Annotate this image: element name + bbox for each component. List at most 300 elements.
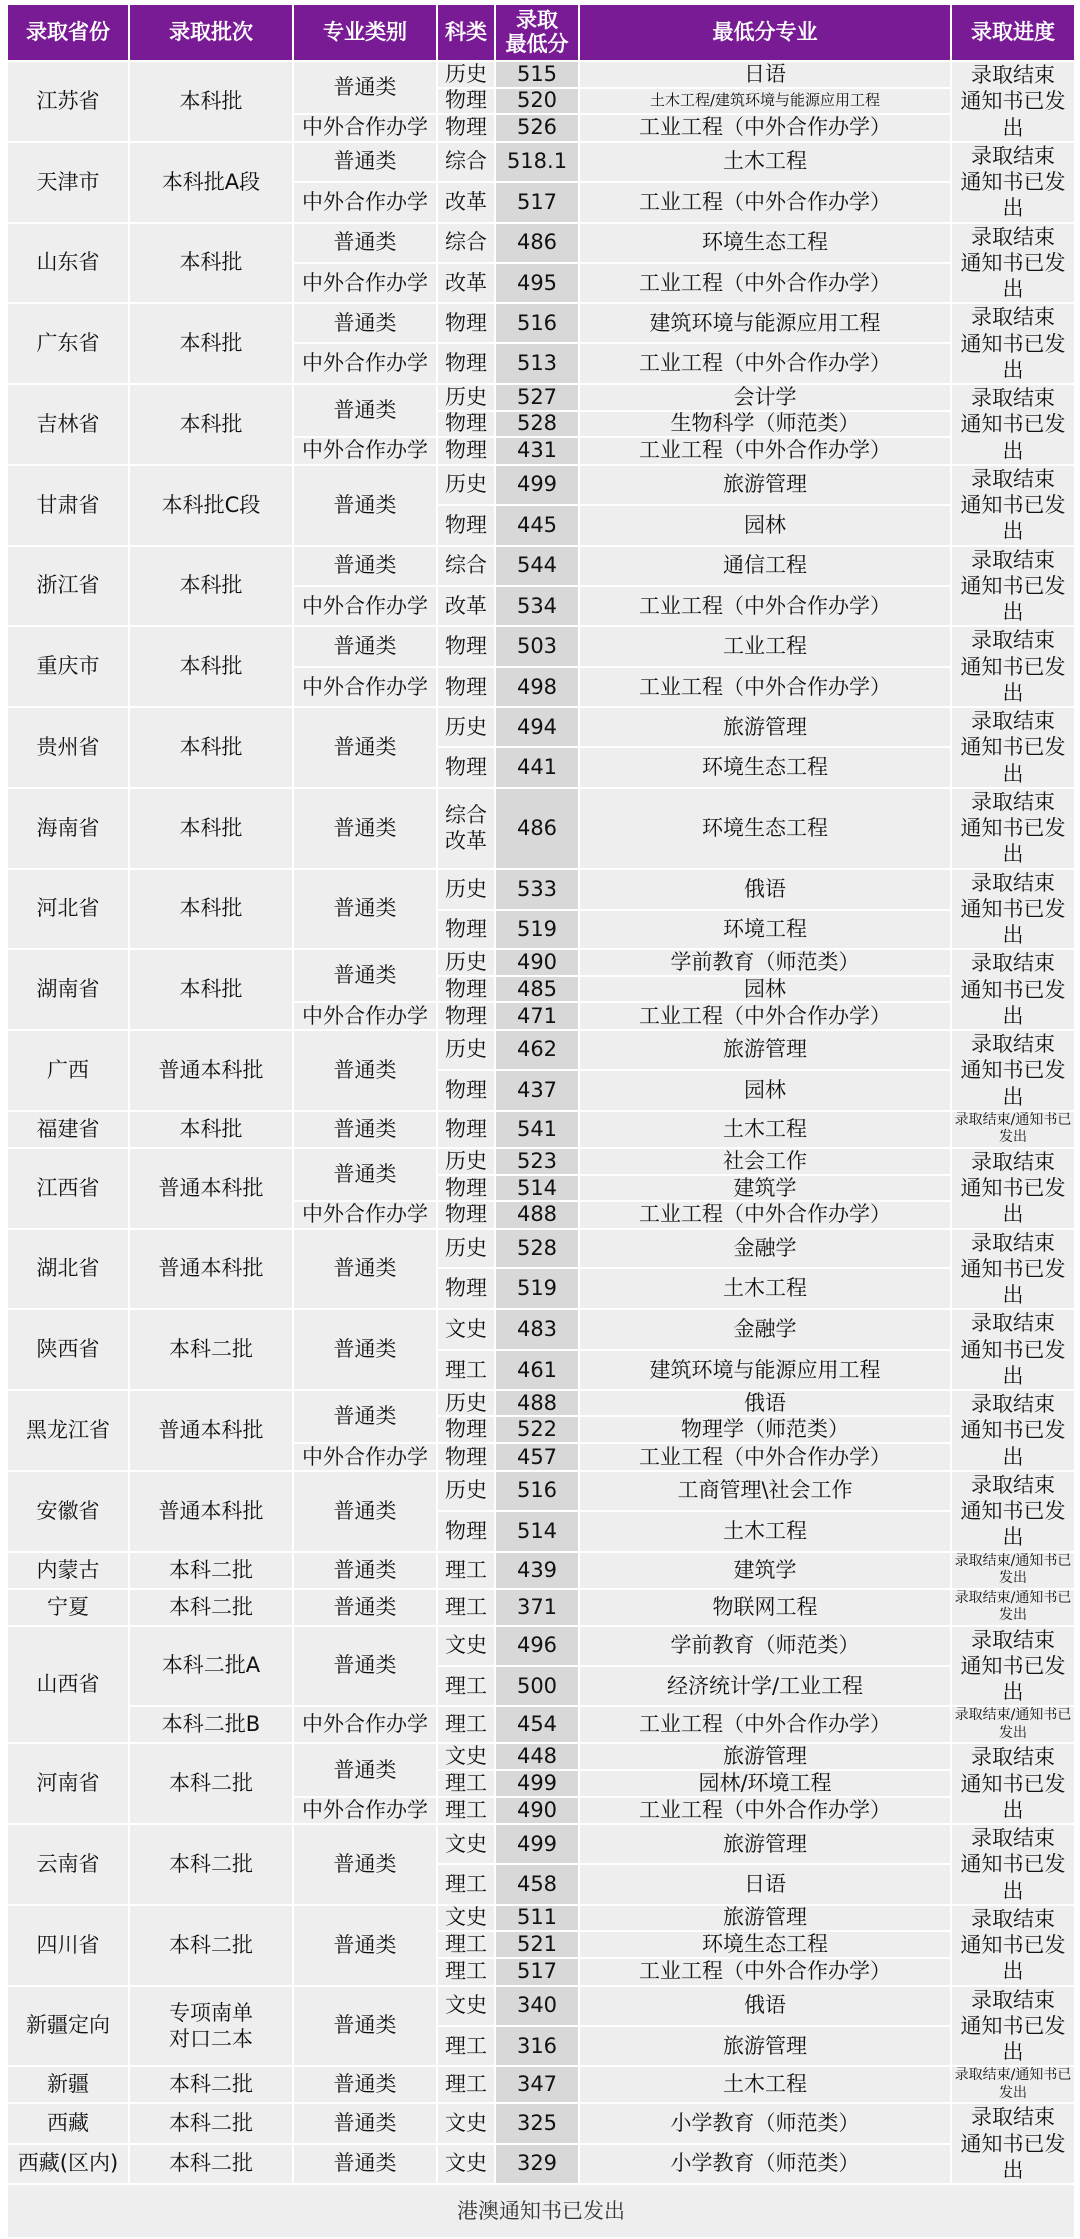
cell-category: 普通类 [293,1030,437,1111]
cell-score: 437 [495,1070,579,1111]
cell-category: 中外合作办学 [293,1443,437,1470]
cell-major: 旅游管理 [579,707,951,747]
cell-category: 中外合作办学 [293,437,437,465]
cell-score: 471 [495,1002,579,1030]
cell-subject: 物理 [437,1268,495,1309]
table-row [7,788,1075,869]
cell-major: 工业工程（中外合作办学） [579,1706,951,1743]
cell-major: 生物科学（师范类） [579,411,951,438]
cell-batch: 普通本科批 [129,1030,293,1111]
table-row [7,2103,1075,2143]
cell-progress: 录取结束 通知书已发出 [951,1743,1075,1824]
table-row [7,465,1075,505]
cell-province: 江西省 [7,1148,129,1229]
cell-category: 中外合作办学 [293,114,437,142]
table-row [7,223,1075,263]
cell-progress: 录取结束 通知书已发出 [951,61,1075,142]
cell-category: 普通类 [293,1552,437,1589]
cell-score: 431 [495,437,579,465]
cell-province: 宁夏 [7,1589,129,1626]
cell-progress: 录取结束 通知书已发出 [951,949,1075,1030]
cell-category: 中外合作办学 [293,1201,437,1228]
cell-progress: 录取结束/通知书已发出 [951,1111,1075,1148]
cell-subject: 物理 [437,1201,495,1228]
cell-major: 旅游管理 [579,1743,951,1770]
cell-province: 湖南省 [7,949,129,1030]
cell-subject: 物理 [437,505,495,545]
cell-province: 河北省 [7,869,129,950]
cell-score: 514 [495,1511,579,1551]
cell-subject: 物理 [437,1111,495,1148]
header-progress: 录取进度 [951,4,1075,61]
cell-score: 528 [495,1229,579,1269]
cell-major: 工业工程（中外合作办学） [579,1797,951,1824]
cell-score: 448 [495,1743,579,1770]
cell-score: 486 [495,788,579,869]
cell-major: 土木工程 [579,1268,951,1309]
cell-major: 工业工程（中外合作办学） [579,437,951,465]
cell-subject: 历史 [437,1030,495,1070]
cell-major: 俄语 [579,1390,951,1416]
cell-progress: 录取结束/通知书已发出 [951,2066,1075,2103]
cell-major: 学前教育（师范类） [579,1626,951,1666]
cell-batch: 本科批 [129,949,293,1030]
table-row [7,1148,1075,1175]
cell-major: 小学教育（师范类） [579,2144,951,2184]
cell-progress: 录取结束 通知书已发出 [951,1309,1075,1390]
cell-major: 俄语 [579,1986,951,2026]
cell-category: 普通类 [293,384,437,437]
cell-subject: 历史 [437,1148,495,1175]
cell-subject: 文史 [437,1986,495,2026]
cell-major: 环境生态工程 [579,747,951,787]
cell-progress: 录取结束/通知书已发出 [951,1706,1075,1743]
cell-subject: 历史 [437,1229,495,1269]
cell-category: 普通类 [293,869,437,950]
cell-batch: 本科批 [129,61,293,142]
cell-batch: 专项南单 对口二本 [129,1986,293,2067]
cell-category: 中外合作办学 [293,263,437,303]
table-row [7,1552,1075,1589]
cell-major: 园林/环境工程 [579,1770,951,1797]
table-row [7,1626,1075,1666]
cell-score: 490 [495,949,579,976]
cell-major: 工业工程（中外合作办学） [579,1958,951,1985]
cell-major: 旅游管理 [579,2026,951,2066]
cell-category: 普通类 [293,1111,437,1148]
cell-subject: 理工 [437,1797,495,1824]
cell-province: 重庆市 [7,626,129,707]
cell-progress: 录取结束 通知书已发出 [951,465,1075,546]
cell-score: 458 [495,1864,579,1904]
cell-province: 新疆定向 [7,1986,129,2067]
cell-score: 495 [495,263,579,303]
cell-subject: 综合 [437,546,495,586]
cell-major: 学前教育（师范类） [579,949,951,976]
cell-subject: 综合 [437,142,495,182]
header-province: 录取省份 [7,4,129,61]
cell-category: 普通类 [293,1626,437,1707]
cell-score: 490 [495,1797,579,1824]
cell-subject: 改革 [437,182,495,222]
cell-progress: 录取结束 通知书已发出 [951,546,1075,627]
cell-province: 江苏省 [7,61,129,142]
cell-score: 499 [495,465,579,505]
table-row [7,61,1075,88]
cell-major: 会计学 [579,384,951,411]
cell-major: 土木工程 [579,1111,951,1148]
cell-major: 环境生态工程 [579,788,951,869]
footer-note: 港澳通知书已发出 [7,2184,1075,2238]
cell-category: 中外合作办学 [293,1797,437,1824]
cell-batch: 本科批 [129,788,293,869]
cell-category: 普通类 [293,949,437,1002]
cell-subject: 理工 [437,1552,495,1589]
cell-score: 521 [495,1931,579,1958]
cell-subject: 物理 [437,1416,495,1443]
cell-major: 小学教育（师范类） [579,2103,951,2143]
cell-province: 吉林省 [7,384,129,465]
cell-category: 中外合作办学 [293,343,437,384]
cell-subject: 物理 [437,1002,495,1030]
cell-batch: 本科批 [129,1111,293,1148]
cell-progress: 录取结束 通知书已发出 [951,1229,1075,1310]
cell-major: 工业工程 [579,626,951,667]
cell-score: 520 [495,88,579,115]
cell-category: 普通类 [293,1743,437,1797]
cell-subject: 历史 [437,949,495,976]
cell-score: 316 [495,2026,579,2066]
cell-score: 526 [495,114,579,142]
cell-batch: 本科批 [129,707,293,788]
cell-category: 普通类 [293,1390,437,1443]
table-row [7,1390,1075,1416]
cell-score: 340 [495,1986,579,2026]
table-row [7,1905,1075,1931]
cell-subject: 理工 [437,1666,495,1706]
cell-category: 普通类 [293,707,437,788]
cell-progress: 录取结束/通知书已发出 [951,1589,1075,1626]
cell-score: 511 [495,1905,579,1931]
cell-score: 498 [495,667,579,707]
cell-subject: 历史 [437,465,495,505]
cell-progress: 录取结束 通知书已发出 [951,1030,1075,1111]
cell-major: 园林 [579,976,951,1003]
cell-score: 439 [495,1552,579,1589]
cell-category: 普通类 [293,1824,437,1905]
cell-batch: 本科批 [129,303,293,384]
cell-score: 500 [495,1666,579,1706]
cell-subject: 物理 [437,976,495,1003]
cell-batch: 本科二批 [129,1824,293,1905]
cell-progress: 录取结束 通知书已发出 [951,788,1075,869]
table-row [7,2066,1075,2103]
cell-score: 528 [495,411,579,438]
cell-subject: 改革 [437,586,495,626]
cell-score: 445 [495,505,579,545]
table-row [7,1111,1075,1148]
cell-major: 土木工程 [579,142,951,182]
cell-batch: 普通本科批 [129,1148,293,1229]
cell-batch: 普通本科批 [129,1229,293,1310]
cell-score: 485 [495,976,579,1003]
cell-batch: 本科批 [129,546,293,627]
cell-category: 中外合作办学 [293,1002,437,1030]
cell-major: 工业工程（中外合作办学） [579,667,951,707]
cell-progress: 录取结束 通知书已发出 [951,1626,1075,1707]
cell-batch: 本科批 [129,223,293,304]
cell-major: 工业工程（中外合作办学） [579,182,951,222]
footer-row [7,2184,1075,2238]
cell-score: 519 [495,910,579,950]
cell-score: 515 [495,61,579,88]
cell-subject: 物理 [437,411,495,438]
cell-progress: 录取结束 通知书已发出 [951,1390,1075,1471]
cell-category: 普通类 [293,2066,437,2103]
cell-subject: 理工 [437,1931,495,1958]
cell-major: 环境生态工程 [579,223,951,263]
cell-score: 441 [495,747,579,787]
cell-progress: 录取结束 通知书已发出 [951,1471,1075,1552]
cell-subject: 综合 [437,223,495,263]
cell-score: 329 [495,2144,579,2184]
cell-subject: 历史 [437,869,495,910]
cell-major: 工业工程（中外合作办学） [579,1201,951,1228]
cell-subject: 历史 [437,707,495,747]
cell-major: 物理学（师范类） [579,1416,951,1443]
cell-subject: 理工 [437,1589,495,1626]
table-row [7,1706,1075,1743]
cell-score: 534 [495,586,579,626]
cell-major: 土木工程 [579,1511,951,1551]
cell-subject: 文史 [437,1905,495,1931]
cell-progress: 录取结束 通知书已发出 [951,384,1075,465]
cell-province: 福建省 [7,1111,129,1148]
cell-major: 经济统计学/工业工程 [579,1666,951,1706]
admission-table-container [6,3,1074,2239]
cell-major: 通信工程 [579,546,951,586]
cell-major: 旅游管理 [579,465,951,505]
cell-category: 普通类 [293,1905,437,1986]
cell-major: 工商管理\社会工作 [579,1471,951,1511]
cell-province: 甘肃省 [7,465,129,546]
cell-score: 494 [495,707,579,747]
cell-subject: 物理 [437,303,495,343]
cell-major: 建筑环境与能源应用工程 [579,1350,951,1390]
cell-batch: 本科二批 [129,1905,293,1986]
cell-score: 514 [495,1175,579,1201]
cell-subject: 物理 [437,626,495,667]
cell-batch: 本科二批 [129,2066,293,2103]
cell-subject: 改革 [437,263,495,303]
cell-subject: 物理 [437,910,495,950]
cell-score: 516 [495,1471,579,1511]
cell-progress: 录取结束/通知书已发出 [951,1552,1075,1589]
cell-progress: 录取结束 通知书已发出 [951,142,1075,223]
cell-subject: 物理 [437,1175,495,1201]
cell-subject: 物理 [437,343,495,384]
cell-batch: 本科二批B [129,1706,293,1743]
cell-category: 普通类 [293,626,437,667]
cell-score: 488 [495,1390,579,1416]
cell-score: 516 [495,303,579,343]
cell-major: 旅游管理 [579,1824,951,1864]
cell-score: 503 [495,626,579,667]
admission-table [6,3,1076,2239]
table-row [7,1743,1075,1770]
table-row [7,303,1075,343]
cell-category: 普通类 [293,61,437,114]
cell-major: 日语 [579,61,951,88]
cell-major: 建筑学 [579,1552,951,1589]
table-body [7,61,1075,2184]
cell-batch: 本科二批 [129,2103,293,2143]
cell-subject: 理工 [437,1770,495,1797]
table-row [7,1824,1075,1864]
cell-category: 普通类 [293,546,437,586]
table-row [7,1589,1075,1626]
cell-score: 499 [495,1770,579,1797]
table-row [7,1471,1075,1511]
cell-category: 普通类 [293,1148,437,1201]
cell-category: 普通类 [293,1986,437,2067]
cell-subject: 理工 [437,1958,495,1985]
cell-major: 园林 [579,505,951,545]
cell-score: 522 [495,1416,579,1443]
cell-score: 483 [495,1309,579,1350]
cell-category: 普通类 [293,788,437,869]
cell-subject: 物理 [437,88,495,115]
cell-score: 519 [495,1268,579,1309]
cell-subject: 物理 [437,747,495,787]
cell-subject: 综合 改革 [437,788,495,869]
cell-score: 499 [495,1824,579,1864]
cell-category: 普通类 [293,142,437,182]
cell-score: 518.1 [495,142,579,182]
cell-score: 488 [495,1201,579,1228]
cell-subject: 历史 [437,61,495,88]
cell-category: 普通类 [293,465,437,546]
cell-progress: 录取结束 通知书已发出 [951,707,1075,788]
cell-batch: 本科批 [129,869,293,950]
cell-subject: 文史 [437,1743,495,1770]
cell-score: 462 [495,1030,579,1070]
cell-major: 俄语 [579,869,951,910]
cell-progress: 录取结束 通知书已发出 [951,1824,1075,1905]
cell-subject: 理工 [437,1350,495,1390]
cell-province: 内蒙古 [7,1552,129,1589]
cell-score: 457 [495,1443,579,1470]
cell-category: 普通类 [293,303,437,343]
cell-progress: 录取结束 通知书已发出 [951,1986,1075,2067]
cell-score: 496 [495,1626,579,1666]
cell-score: 517 [495,1958,579,1985]
cell-major: 建筑环境与能源应用工程 [579,303,951,343]
cell-score: 523 [495,1148,579,1175]
cell-major: 建筑学 [579,1175,951,1201]
header-batch: 录取批次 [129,4,293,61]
cell-major: 工业工程（中外合作办学） [579,586,951,626]
cell-score: 486 [495,223,579,263]
cell-province: 广东省 [7,303,129,384]
cell-major: 工业工程（中外合作办学） [579,114,951,142]
cell-batch: 本科二批 [129,1552,293,1589]
cell-province: 浙江省 [7,546,129,627]
header-min-score: 录取 最低分 [495,4,579,61]
cell-subject: 文史 [437,1309,495,1350]
table-row [7,707,1075,747]
cell-subject: 理工 [437,1864,495,1904]
cell-batch: 本科二批 [129,2144,293,2184]
cell-batch: 本科二批 [129,1309,293,1390]
header-min-major: 最低分专业 [579,4,951,61]
cell-score: 544 [495,546,579,586]
cell-batch: 本科二批 [129,1589,293,1626]
cell-batch: 本科批 [129,626,293,707]
cell-progress: 录取结束 通知书已发出 [951,2103,1075,2184]
cell-subject: 物理 [437,1070,495,1111]
cell-subject: 物理 [437,114,495,142]
cell-batch: 普通本科批 [129,1390,293,1471]
cell-category: 中外合作办学 [293,586,437,626]
table-row [7,1030,1075,1070]
cell-province: 河南省 [7,1743,129,1824]
cell-subject: 文史 [437,2144,495,2184]
table-row [7,384,1075,411]
cell-subject: 理工 [437,1706,495,1743]
cell-progress: 录取结束 通知书已发出 [951,1905,1075,1986]
table-row [7,546,1075,586]
cell-major: 园林 [579,1070,951,1111]
cell-major: 工业工程（中外合作办学） [579,1443,951,1470]
cell-subject: 物理 [437,1443,495,1470]
cell-batch: 本科二批 [129,1743,293,1824]
cell-category: 中外合作办学 [293,182,437,222]
table-row [7,1986,1075,2026]
cell-category: 普通类 [293,1309,437,1390]
cell-category: 普通类 [293,1229,437,1310]
cell-batch: 本科批A段 [129,142,293,223]
cell-subject: 物理 [437,667,495,707]
cell-major: 工业工程（中外合作办学） [579,1002,951,1030]
cell-category: 中外合作办学 [293,667,437,707]
cell-subject: 历史 [437,1390,495,1416]
cell-subject: 历史 [437,384,495,411]
table-row [7,949,1075,976]
cell-subject: 文史 [437,1626,495,1666]
cell-category: 普通类 [293,2144,437,2184]
cell-province: 安徽省 [7,1471,129,1552]
cell-province: 天津市 [7,142,129,223]
cell-province: 西藏(区内) [7,2144,129,2184]
cell-score: 541 [495,1111,579,1148]
cell-major: 工业工程（中外合作办学） [579,343,951,384]
cell-major: 环境工程 [579,910,951,950]
cell-major: 旅游管理 [579,1030,951,1070]
cell-province: 新疆 [7,2066,129,2103]
cell-major: 环境生态工程 [579,1931,951,1958]
cell-subject: 文史 [437,1824,495,1864]
header-row [7,4,1075,61]
cell-province: 贵州省 [7,707,129,788]
cell-score: 325 [495,2103,579,2143]
cell-batch: 本科二批A [129,1626,293,1707]
cell-category: 普通类 [293,223,437,263]
cell-category: 中外合作办学 [293,1706,437,1743]
cell-major: 工业工程（中外合作办学） [579,263,951,303]
cell-score: 371 [495,1589,579,1626]
cell-score: 454 [495,1706,579,1743]
